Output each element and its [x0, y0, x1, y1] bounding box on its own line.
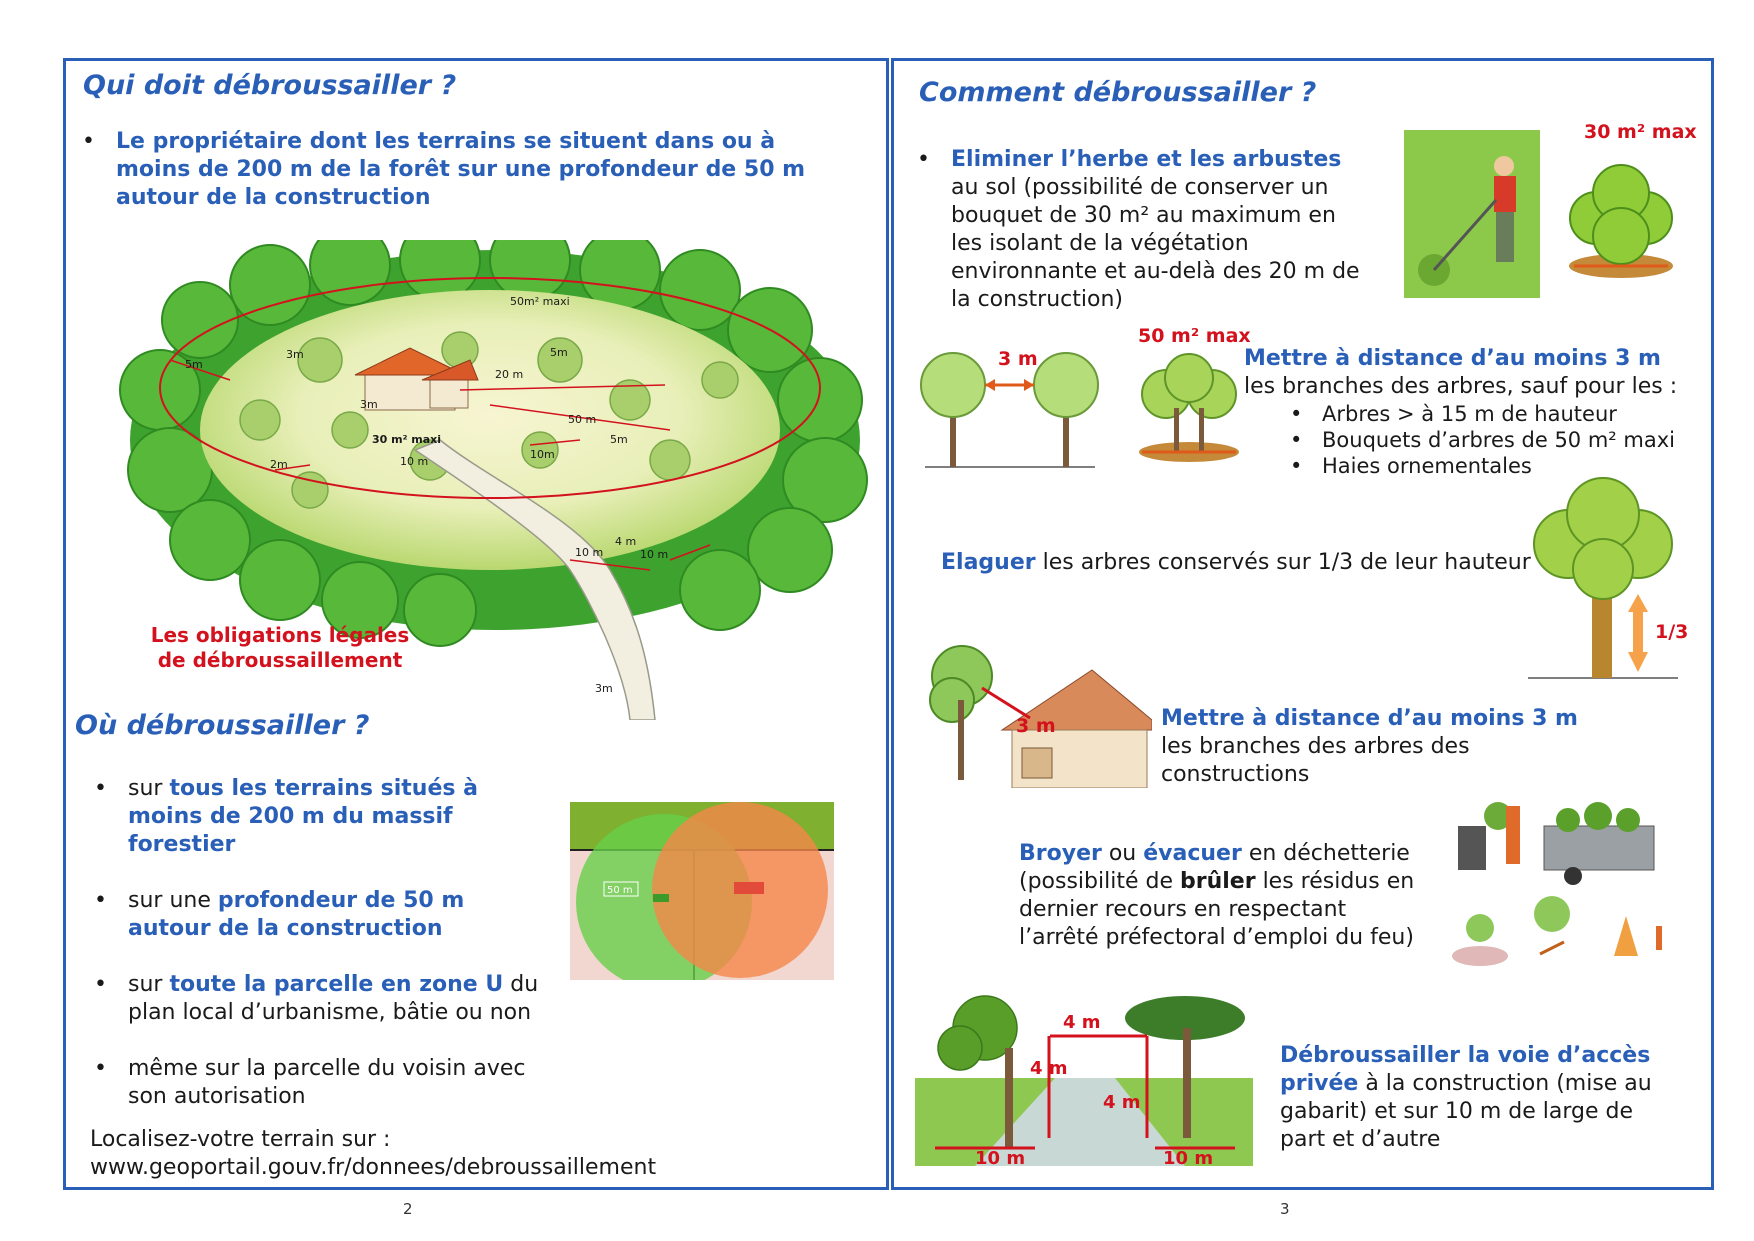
who-list: [78, 128, 828, 212]
pruned-tree: [1528, 474, 1688, 682]
step-bold: Débroussailler la voie d’accès privée: [1280, 1043, 1651, 1096]
step-bold: Eliminer l’herbe et les arbustes: [951, 147, 1342, 172]
step-bold: Mettre à distance d’au moins 3 m: [1244, 346, 1661, 371]
parcel-map: [570, 802, 834, 980]
map-label: 50 m: [607, 885, 633, 896]
where-bold: profondeur de 50 m autour de la construction: [128, 888, 465, 941]
step-text: les arbres conservés sur 1/3 de leur hauteur: [1035, 550, 1531, 575]
dim-label: 10 m: [640, 548, 669, 561]
how-title: Comment débroussailler ?: [919, 77, 1317, 108]
step-shred: [1019, 840, 1419, 952]
dim-label: 50 m: [568, 413, 597, 426]
dim-label: 3m: [595, 682, 613, 695]
where-text: sur: [128, 776, 170, 801]
dim-label: 5m: [550, 346, 568, 359]
dim-label: 50m² maxi: [510, 295, 570, 308]
caption-line: de débroussaillement: [157, 648, 403, 672]
exception-item: • Bouquets d’arbres de 50 m² maxi: [1244, 427, 1684, 453]
label-one-third: 1/3: [1655, 621, 1689, 643]
dim-label: 10m: [530, 448, 555, 461]
page-number-right: 3: [1280, 1200, 1290, 1218]
dim-label: 30 m² maxi: [372, 433, 441, 446]
road-dim: 4 m: [1063, 1012, 1101, 1033]
exceptions-list: [1244, 401, 1684, 479]
where-bold: tous les terrains situés à moins de 200 m du massif forestier: [128, 776, 478, 857]
road-dim: 10 m: [1163, 1148, 1214, 1166]
dim-label: 10 m: [400, 455, 429, 468]
page-number-left: 2: [403, 1200, 413, 1218]
label-50m2: 50 m² max: [1138, 325, 1251, 347]
road-illustration: [915, 988, 1253, 1166]
illustration-caption: [150, 623, 410, 673]
locate-line: Localisez-votre terrain sur :: [90, 1127, 391, 1152]
where-text: du plan local d’urbanisme, bâtie ou non: [128, 972, 539, 1025]
how-list: [913, 146, 1373, 314]
dim-label: 20 m: [495, 368, 524, 381]
road-dim: 10 m: [975, 1148, 1026, 1166]
where-item: [90, 971, 550, 1027]
step-text: à la construction (mise au gabarit) et sur 10 m de large de part et d’autre: [1280, 1071, 1652, 1152]
step-text: au sol (possibilité de conserver un bouquet de 30 m² au maximum en les isolant de la végétation environnante et au-delà des 20 m de la construction): [951, 175, 1360, 312]
dim-label: 2m: [270, 458, 288, 471]
step-text: en déchetterie (possibilité de: [1019, 841, 1410, 894]
step-text: les branches des arbres des constructions: [1161, 734, 1470, 787]
step-text: les résidus en dernier recours en respectant l’arrêté préfectoral d’emploi du feu): [1019, 869, 1415, 950]
where-text: sur une: [128, 888, 218, 913]
where-text: même sur la parcelle du voisin avec son autorisation: [128, 1056, 526, 1109]
mowing-illustration: [1404, 130, 1540, 298]
step-text: les branches des arbres, sauf pour les :: [1244, 374, 1678, 399]
step-bold: Broyer: [1019, 841, 1102, 866]
who-title: Qui doit débroussailler ?: [83, 70, 457, 101]
where-list: [90, 775, 550, 1111]
clearing: [200, 290, 780, 570]
who-item: [78, 128, 828, 212]
disposal-illustration: [1448, 796, 1680, 976]
label-30m2: 30 m² max: [1584, 121, 1697, 143]
step-distance-house: [1161, 705, 1581, 789]
who-text: Le propriétaire dont les terrains se situent dans ou à moins de 200 m de la forêt sur une profondeur de 50 m autour de la construction: [116, 129, 806, 210]
where-item: [90, 1055, 550, 1111]
where-text: sur: [128, 972, 170, 997]
exception-item: • Haies ornementales: [1244, 453, 1684, 479]
dim-label: 5m: [610, 433, 628, 446]
bush-30m2: [1566, 148, 1676, 283]
step-bold: brûler: [1180, 869, 1256, 894]
step-eliminate: [913, 146, 1373, 314]
dim-label: 4 m: [615, 535, 637, 548]
where-title: Où débroussailler ?: [75, 710, 370, 741]
road-dim: 4 m: [1030, 1058, 1068, 1079]
geoportail-link[interactable]: www.geoportail.gouv.fr/donnees/debroussaillement: [90, 1155, 657, 1180]
step-road: [1280, 1042, 1685, 1154]
caption-line: Les obligations légales: [150, 623, 410, 647]
step-prune: [941, 549, 1531, 577]
dim-label: 3m: [360, 398, 378, 411]
dim-label: 10 m: [575, 546, 604, 559]
exception-item: • Arbres > à 15 m de hauteur: [1244, 401, 1684, 427]
step-bold: Mettre à distance d’au moins 3 m: [1161, 706, 1578, 731]
where-item: [90, 887, 550, 943]
dim-label: 5m: [185, 358, 203, 371]
step-text: ou: [1101, 841, 1144, 866]
where-item: [90, 775, 550, 859]
road-dim: 4 m: [1103, 1092, 1141, 1113]
grove-50m2: [1134, 348, 1244, 468]
tree-house-illustration: [922, 630, 1152, 788]
step-bold: évacuer: [1143, 841, 1242, 866]
step-bold: Elaguer: [941, 550, 1036, 575]
where-bold: toute la parcelle en zone U: [169, 972, 504, 997]
label-3m: 3 m: [998, 348, 1038, 370]
label-3m-house: 3 m: [1016, 715, 1056, 737]
dim-label: 3m: [286, 348, 304, 361]
step-distance-trees: [1244, 345, 1684, 479]
